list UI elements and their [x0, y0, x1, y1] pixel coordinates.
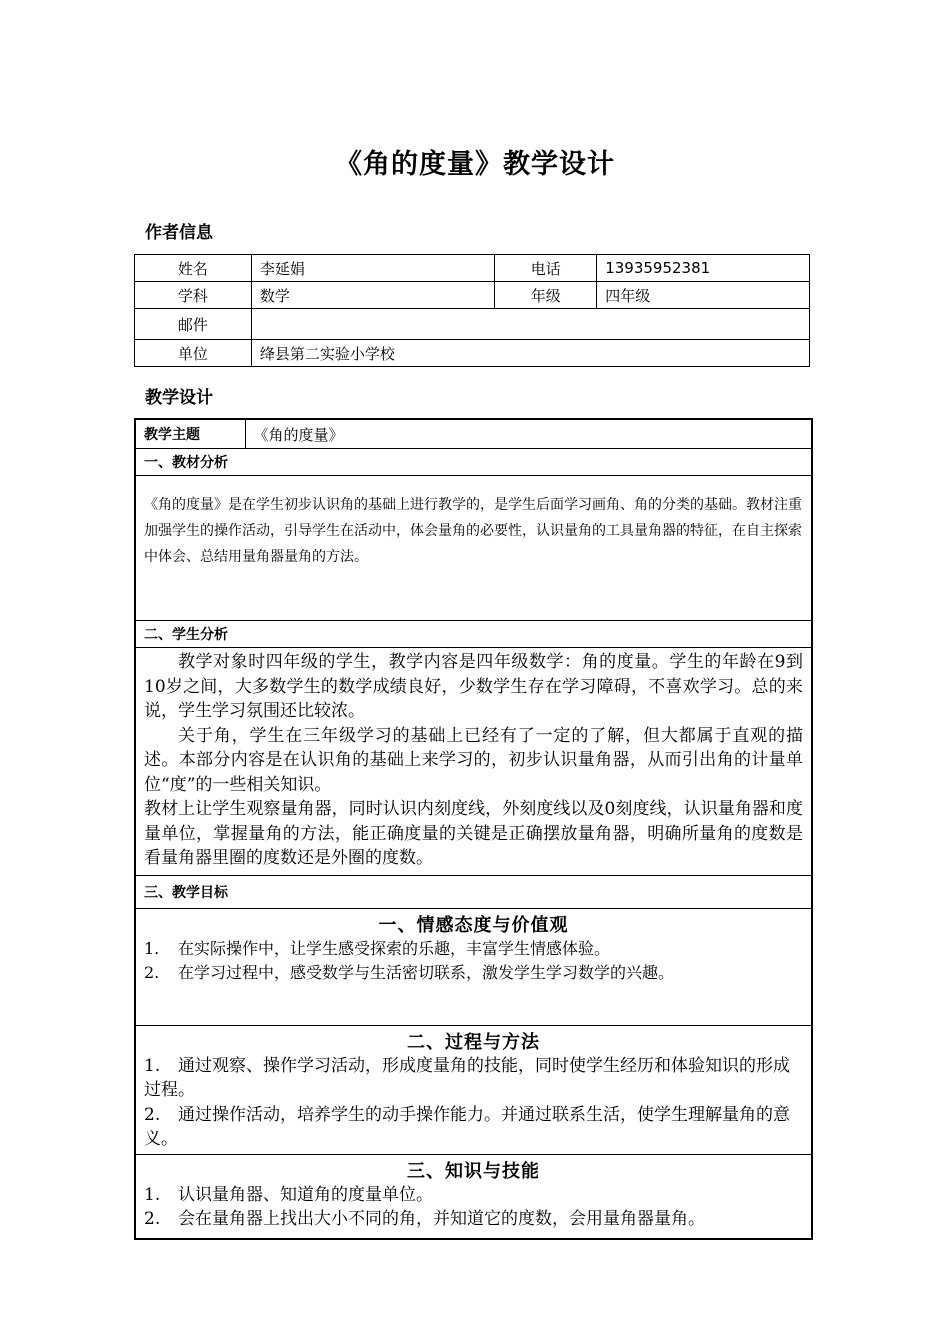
table-row: [135, 340, 810, 367]
goal-3-title: 三、知识与技能: [407, 1160, 540, 1182]
author-info-table: [134, 254, 810, 367]
table-row: [135, 282, 810, 309]
table-row: [135, 255, 810, 282]
list-item: 2. 在学习过程中，感受数学与生活密切联系，激发学生学习数学的兴趣。: [144, 963, 675, 982]
section-2-paragraph: 关于角，学生在三年级学习的基础上已经有了一定的了解，但大都属于直观的描述。本部分内容是在认识角的基础上来学习的，初步认识量角器，从而引出角的计量单位“度”的一些相关知识。: [144, 725, 803, 795]
unit-value: 绛县第二实验小学校: [251, 340, 809, 367]
goal-1-title: 一、情感态度与价值观: [378, 914, 569, 936]
table-row: [135, 648, 812, 876]
unit-label: 单位: [135, 340, 252, 367]
section-2-paragraph: 教学对象时四年级的学生，教学内容是四年级数学：角的度量。学生的年龄在9到10岁之间，大多数学生的数学成绩良好，少数学生存在学习障碍，不喜欢学习。总的来说，学生学习氛围还比较浓。: [144, 652, 803, 721]
section-2-paragraph: 教材上让学生观察量角器，同时认识内刻度线，外刻度线以及0刻度线，认识量角器和度量单位，掌握量角的方法，能正确度量的关键是正确摆放量角器，明确所量角的度数是看量角器里圈的度数还是外圈的度数。: [144, 799, 803, 868]
list-item: 1. 通过观察、操作学习活动，形成度量角的技能，同时使学生经历和体验知识的形成过程。: [144, 1055, 790, 1100]
table-row: [135, 476, 812, 621]
author-section-heading: 作者信息: [145, 223, 213, 243]
email-label: 邮件: [135, 309, 252, 340]
grade-value: 四年级: [597, 282, 810, 309]
table-row: [135, 1154, 812, 1239]
section-2-title: 二、学生分析: [135, 621, 812, 648]
document-title: 《角的度量》教学设计: [335, 149, 615, 180]
topic-value: 《角的度量》: [245, 419, 812, 449]
list-item: 2. 通过操作活动，培养学生的动手操作能力。并通过联系生活，使学生理解量角的意义。: [144, 1104, 790, 1149]
goal-2-title: 二、过程与方法: [407, 1031, 540, 1053]
table-row: [135, 908, 812, 1025]
phone-value: 13935952381: [597, 255, 810, 282]
name-label: 姓名: [135, 255, 252, 282]
topic-label: 教学主题: [135, 419, 245, 449]
subject-value: 数学: [251, 282, 495, 309]
table-row: [135, 1025, 812, 1154]
list-item: 1. 认识量角器、知道角的度量单位。: [144, 1184, 433, 1205]
table-row: [135, 875, 812, 908]
section-1-text: 《角的度量》是在学生初步认识角的基础上进行教学的，是学生后面学习画角、角的分类的基础。教材注重加强学生的操作活动，引导学生在活动中，体会量角的必要性，认识量角的工具量角器的特征，在自主探索中体会、总结用量角器量角的方法。: [144, 497, 802, 565]
design-section-heading: 教学设计: [145, 388, 213, 408]
table-row: [135, 449, 812, 476]
name-value: 李延娟: [251, 255, 495, 282]
list-item: 1. 在实际操作中，让学生感受探索的乐趣，丰富学生情感体验。: [144, 938, 611, 958]
subject-label: 学科: [135, 282, 252, 309]
list-item: 2. 会在量角器上找出大小不同的角，并知道它的度数，会用量角器量角。: [144, 1209, 705, 1229]
email-value: [251, 309, 809, 340]
table-row: [135, 309, 810, 340]
teaching-design-table: [134, 418, 813, 1240]
phone-label: 电话: [495, 255, 597, 282]
section-3-title: 三、教学目标: [135, 875, 812, 908]
grade-label: 年级: [495, 282, 597, 309]
table-row: [135, 621, 812, 648]
section-1-title: 一、教材分析: [135, 449, 812, 476]
table-row: [135, 419, 812, 449]
